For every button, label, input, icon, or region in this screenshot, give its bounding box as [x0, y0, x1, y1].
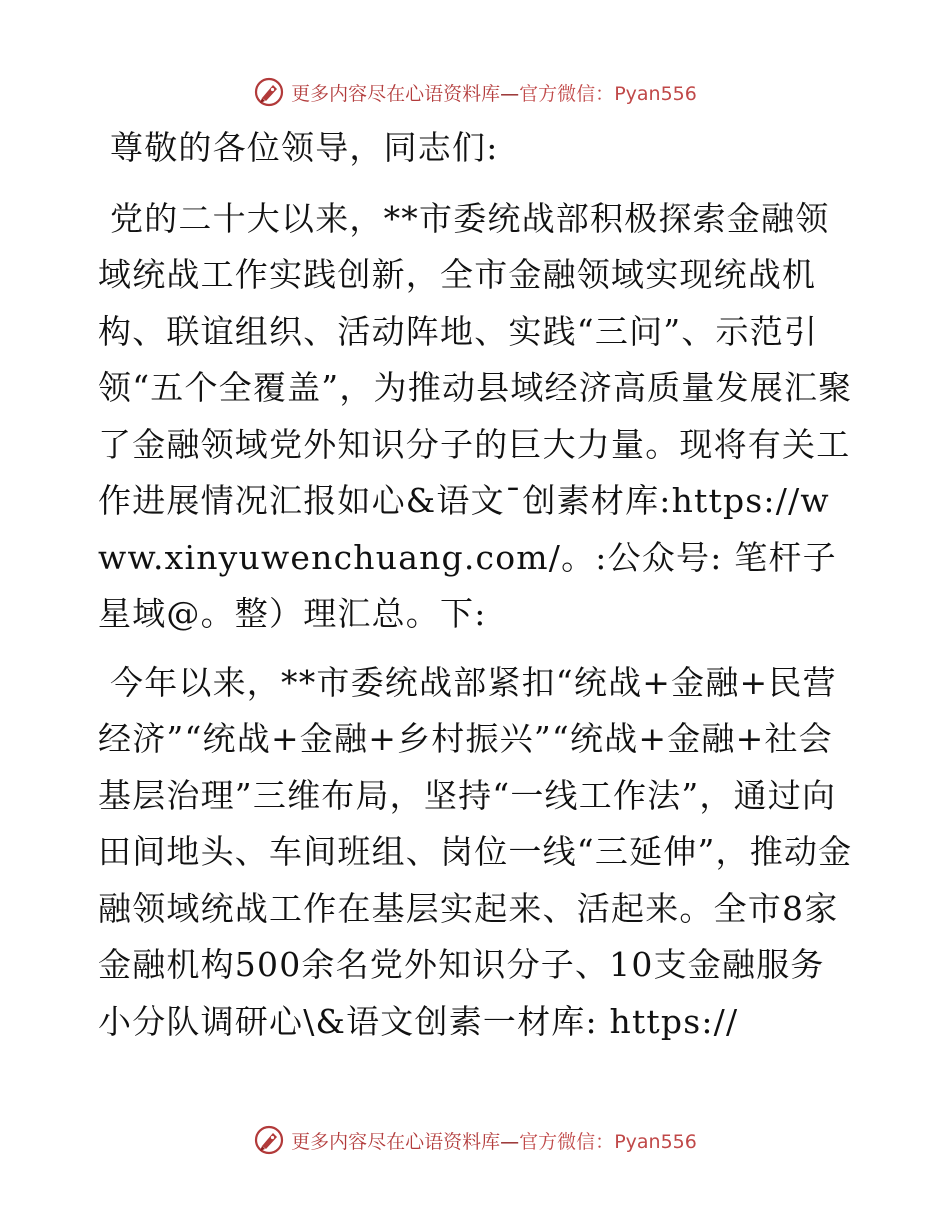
watermark-separator: — — [500, 82, 520, 105]
watermark-wechat-id: Pyan556 — [614, 1130, 697, 1153]
watermark-text — [291, 1127, 697, 1154]
watermark-wechat-id: Pyan556 — [614, 82, 697, 105]
watermark-wechat-label: 官方微信： — [519, 1130, 615, 1153]
greeting: 尊敬的各位领导，同志们: — [110, 128, 499, 167]
paragraph-2: 今年以来，**市委统战部紧扣“统战+金融+民营经济”“统战+金融+乡村振兴”“统战+金融+社会基层治理”三维布局，坚持“一线工作法”，通过向田间地头、车间班组、岗位一线“三延伸”，推动金融领域统战工作在基层实起来、活起来。全市8家金融机构500余名党外知识分子、10支金融服务小分队调研心\&语文创素一材库: https:// — [98, 662, 853, 1041]
footer-watermark — [0, 1120, 950, 1160]
document-body — [98, 120, 858, 1062]
pen-nib-logo-icon — [253, 76, 285, 108]
watermark-brand: 更多内容尽在心语资料库 — [291, 1130, 501, 1153]
pen-nib-logo-icon — [253, 1124, 285, 1156]
watermark-text — [291, 79, 697, 106]
paragraph-1: 党的二十大以来，**市委统战部积极探索金融领域统战工作实践创新，全市金融领域实现统战机构、联谊组织、活动阵地、实践“三问”、示范引领“五个全覆盖”，为推动县域经济高质量发展汇聚了金融领域党外知识分子的巨大力量。现将有关工作进展情况汇报如心&语文¯创素材库:https://www.xinyuwenchuang.com/。:公众号: 笔杆子星域@。整）理汇总。下: — [98, 198, 853, 633]
watermark-separator: — — [500, 1130, 520, 1153]
header-watermark — [0, 72, 950, 112]
watermark-wechat-label: 官方微信： — [519, 82, 615, 105]
watermark-brand: 更多内容尽在心语资料库 — [291, 82, 501, 105]
